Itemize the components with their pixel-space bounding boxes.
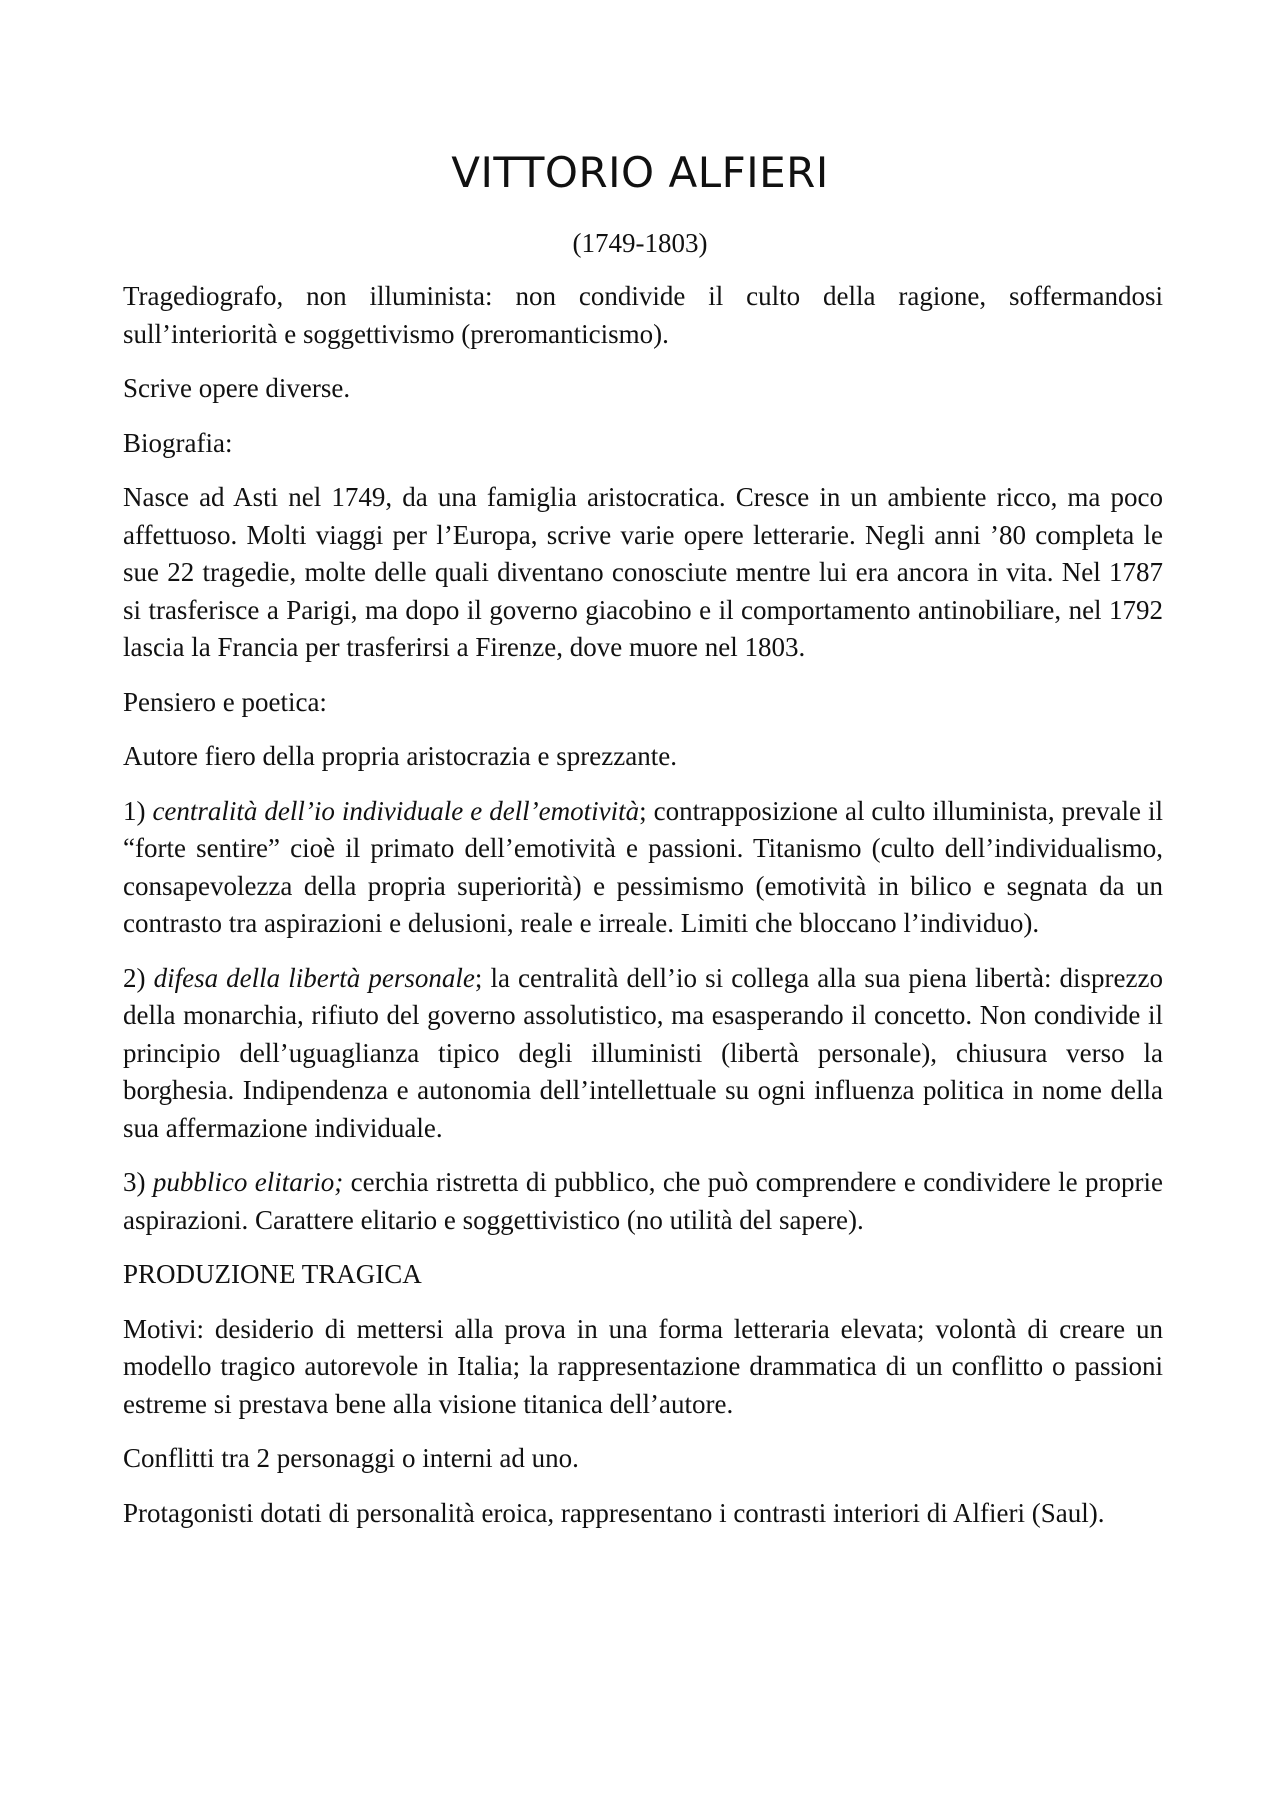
point-2-title: difesa della libertà personale <box>153 962 475 993</box>
intro-paragraph: Tragediografo, non illuminista: non condivide il culto della ragione, soffermandosi sull’interiorità e soggettivismo (preromanticismo). <box>123 281 1163 349</box>
produzione-heading: PRODUZIONE TRAGICA <box>123 1259 422 1289</box>
pensiero-heading: Pensiero e poetica: <box>123 686 327 717</box>
point-1-text: ; contrapposizione al culto illuminista, prevale il “forte sentire” cioè il primato dell’emotività e passioni. Titanismo (culto dell’individualismo, consapevolezza della propria superiorità) e pessimismo (emotività in bilico e segnata da un contrasto tra aspirazioni e delusioni, reale e irreale. Limiti che bloccano l’individuo). <box>123 795 1163 938</box>
document-title: VITTORIO ALFIERI <box>451 148 829 197</box>
point-1-title: centralità dell’io individuale e dell’emotività <box>152 795 640 826</box>
point-3-paragraph <box>123 1164 1163 1239</box>
point-2-paragraph <box>123 960 1163 1148</box>
document-body <box>123 278 1163 1549</box>
point-1-paragraph <box>123 793 1163 943</box>
protagonisti-paragraph: Protagonisti dotati di personalità eroica, rappresentano i contrasti interiori di Alfieri (Saul). <box>123 1497 1105 1528</box>
biografia-paragraph: Nasce ad Asti nel 1749, da una famiglia aristocratica. Cresce in un ambiente ricco, ma poco affettuoso. Molti viaggi per l’Europa, scrive varie opere letterarie. Negli anni ’80 completa le sue 22 tragedie, molte delle quali diventano conosciute mentre lui era ancora in vita. Nel 1787 si trasferisce a Parigi, ma dopo il governo giacobino e il comportamento antinobiliare, nel 1792 lascia la Francia per trasferirsi a Firenze, dove muore nel 1803. <box>123 482 1163 662</box>
point-3-number: 3) <box>123 1167 153 1197</box>
opere-paragraph: Scrive opere diverse. <box>123 373 351 403</box>
motivi-paragraph: Motivi: desiderio di mettersi alla prova in una forma letteraria elevata; volontà di creare un modello tragico autorevole in Italia; la rappresentazione drammatica di un conflitto o passioni estreme si prestava bene alla visione titanica dell’autore. <box>123 1313 1163 1419</box>
biografia-heading: Biografia: <box>123 427 233 458</box>
point-2-text: ; la centralità dell’io si collega alla sua piena libertà: disprezzo della monarchia, rifiuto del governo assolutistico, ma esasperando il concetto. Non condivide il principio dell’uguaglianza tipico degli illuministi (libertà personale), chiusura verso la borghesia. Indipendenza e autonomia dell’intellettuale su ogni influenza politica in nome della sua affermazione individuale. <box>123 962 1163 1143</box>
life-dates: (1749-1803) <box>572 228 708 258</box>
point-2-number: 2) <box>123 962 154 993</box>
point-3-text: cerchia ristretta di pubblico, che può comprendere e condividere le proprie aspirazioni. Carattere elitario e soggettivistico (no utilità del sapere). <box>123 1167 1163 1235</box>
point-3-title: pubblico elitario; <box>152 1167 344 1197</box>
conflitti-paragraph: Conflitti tra 2 personaggi o interni ad uno. <box>123 1443 579 1473</box>
point-1-number: 1) <box>123 795 153 826</box>
pensiero-intro-paragraph: Autore fiero della propria aristocrazia e sprezzante. <box>123 741 677 771</box>
